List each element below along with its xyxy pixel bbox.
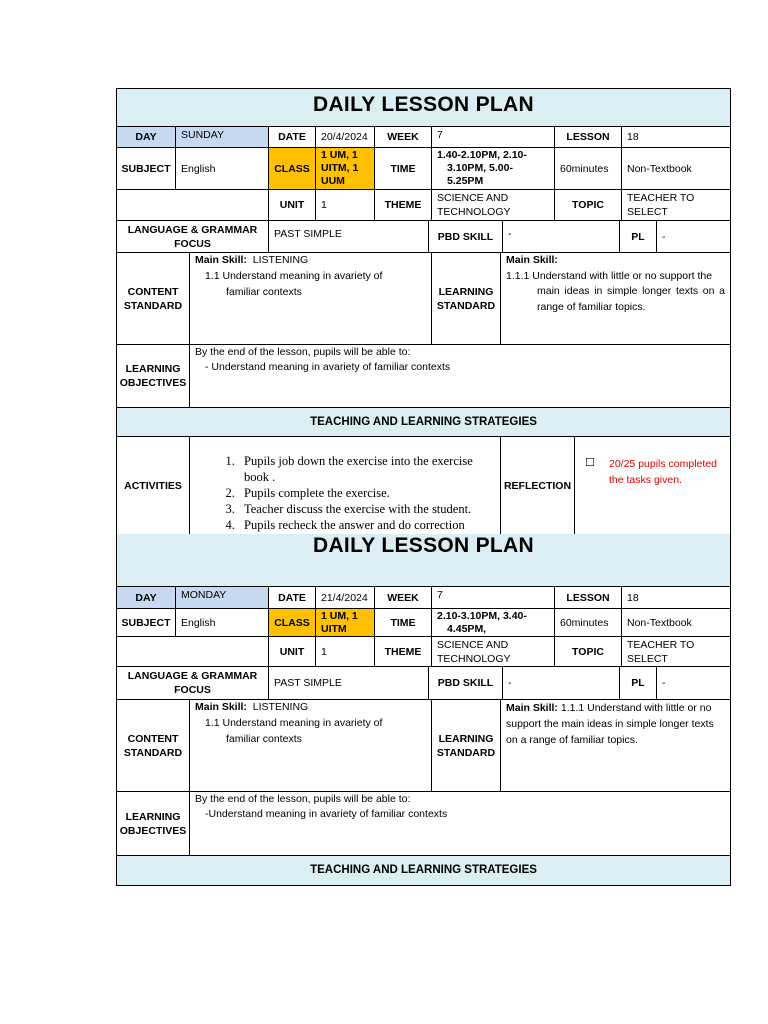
time-label: TIME	[375, 148, 432, 189]
week-value: 7	[432, 127, 555, 147]
row-day	[117, 587, 730, 609]
strategies-header: TEACHING AND LEARNING STRATEGIES	[117, 856, 730, 885]
activity-item: 4. Pupils recheck the answer and do correction	[238, 517, 500, 533]
subject-value: English	[176, 148, 269, 189]
day-value: MONDAY	[176, 587, 269, 608]
duration-value: 60minutes	[555, 609, 622, 636]
row-grammar	[117, 667, 730, 700]
unit-value: 1	[316, 637, 375, 666]
unit-label: UNIT	[269, 190, 316, 220]
grammar-value: PAST SIMPLE	[269, 221, 429, 252]
plan-title: DAILY LESSON PLAN	[117, 534, 730, 587]
day-label: DAY	[117, 587, 176, 608]
grammar-label: LANGUAGE & GRAMMAR FOCUS	[117, 667, 269, 699]
time-label: TIME	[375, 609, 432, 636]
learning-standard-label: LEARNING STANDARD	[432, 253, 501, 344]
unit-label: UNIT	[269, 637, 316, 666]
row-objectives	[117, 792, 730, 856]
empty-cell	[117, 637, 269, 666]
activities-label: ACTIVITIES	[117, 437, 190, 535]
learning-standard-value: Main Skill: 1.1.1 Understand with little or no support the main ideas in simple longer texts on a range of familiar topics.	[506, 254, 725, 313]
reflection-value: ☐ 20/25 pupils completed the tasks given.	[585, 457, 717, 486]
date-label: DATE	[269, 587, 316, 608]
pbd-value: -	[503, 667, 620, 699]
reflection-label: REFLECTION	[501, 437, 575, 535]
subject-label: SUBJECT	[117, 609, 176, 636]
activity-item: 3. Teacher discuss the exercise with the student.	[238, 501, 500, 517]
day-value: SUNDAY	[176, 127, 269, 147]
activity-item: 2. Pupils complete the exercise.	[238, 485, 500, 501]
textbook-value: Non-Textbook	[627, 162, 692, 175]
objectives-label: LEARNING OBJECTIVES	[117, 792, 190, 855]
lesson-plan-sunday	[116, 88, 731, 534]
week-label: WEEK	[375, 587, 432, 608]
time-value: 1.40-2.10PM, 2.10- 3.10PM, 5.00- 5.25PM	[432, 148, 555, 189]
strategies-header: TEACHING AND LEARNING STRATEGIES	[117, 408, 730, 437]
row-unit	[117, 190, 730, 221]
grammar-label: LANGUAGE & GRAMMAR FOCUS	[117, 221, 269, 252]
date-label: DATE	[269, 127, 316, 147]
duration-value: 60minutes	[555, 148, 622, 189]
theme-value: SCIENCE AND TECHNOLOGY	[432, 637, 555, 666]
topic-label: TOPIC	[555, 190, 622, 220]
subject-label: SUBJECT	[117, 148, 176, 189]
unit-value: 1	[316, 190, 375, 220]
row-subject	[117, 148, 730, 190]
plan-title: DAILY LESSON PLAN	[117, 89, 730, 127]
objectives-value: By the end of the lesson, pupils will be able to: - Understand meaning in avariety of familiar contexts	[195, 346, 451, 373]
pbd-label: PBD SKILL	[429, 221, 503, 252]
class-value: 1 UM, 1 UITM, 1 UUM	[316, 148, 375, 189]
row-grammar	[117, 221, 730, 253]
pbd-value: -	[503, 221, 620, 252]
time-value: 2.10-3.10PM, 3.40- 4.45PM,	[432, 609, 555, 636]
pl-value: -	[662, 677, 666, 689]
topic-value: TEACHER TO SELECT	[627, 638, 695, 665]
row-activities	[117, 437, 730, 535]
lesson-label: LESSON	[555, 587, 622, 608]
date-value: 21/4/2024	[316, 587, 375, 608]
learning-standard-value: Main Skill: 1.1.1 Understand with little or no support the main ideas in simple longer texts on a range of familiar topics.	[506, 702, 714, 746]
content-standard-value: Main Skill: LISTENING 1.1 Understand meaning in avariety of familiar contexts	[190, 700, 432, 791]
class-value: 1 UM, 1 UITM	[316, 609, 375, 636]
lesson-value: 18	[627, 591, 639, 604]
learning-standard-label: LEARNING STANDARD	[432, 700, 501, 791]
theme-value: SCIENCE AND TECHNOLOGY	[432, 190, 555, 220]
row-subject	[117, 609, 730, 637]
class-label: CLASS	[269, 609, 316, 636]
objectives-value: By the end of the lesson, pupils will be able to: -Understand meaning in avariety of familiar contexts	[195, 793, 448, 820]
topic-label: TOPIC	[555, 637, 622, 666]
pl-value: -	[662, 230, 666, 243]
week-value: 7	[432, 587, 555, 608]
content-standard-label: CONTENT STANDARD	[117, 700, 190, 791]
theme-label: THEME	[375, 637, 432, 666]
row-unit	[117, 637, 730, 667]
day-label: DAY	[117, 127, 176, 147]
grammar-value: PAST SIMPLE	[269, 667, 429, 699]
textbook-value: Non-Textbook	[627, 616, 692, 629]
pl-label: PL	[620, 221, 657, 252]
pl-label: PL	[620, 667, 657, 699]
activities-list	[190, 437, 501, 535]
content-standard-label: CONTENT STANDARD	[117, 253, 190, 344]
week-label: WEEK	[375, 127, 432, 147]
row-standards	[117, 253, 730, 345]
lesson-value: 18	[627, 131, 639, 143]
lesson-plan-monday	[116, 534, 731, 886]
activity-item: 1. Pupils job down the exercise into the exercise book .	[238, 453, 500, 485]
class-label: CLASS	[269, 148, 316, 189]
objectives-label: LEARNING OBJECTIVES	[117, 345, 190, 407]
topic-value: TEACHER TO SELECT	[627, 192, 695, 218]
pbd-label: PBD SKILL	[429, 667, 503, 699]
checkbox-icon: ☐	[585, 457, 595, 469]
row-objectives	[117, 345, 730, 408]
theme-label: THEME	[375, 190, 432, 220]
subject-value: English	[176, 609, 269, 636]
date-value: 20/4/2024	[316, 127, 375, 147]
lesson-label: LESSON	[555, 127, 622, 147]
empty-cell	[117, 190, 269, 220]
content-standard-value: Main Skill: LISTENING 1.1 Understand meaning in avariety of familiar contexts	[190, 253, 432, 344]
row-standards	[117, 700, 730, 792]
row-day	[117, 127, 730, 148]
